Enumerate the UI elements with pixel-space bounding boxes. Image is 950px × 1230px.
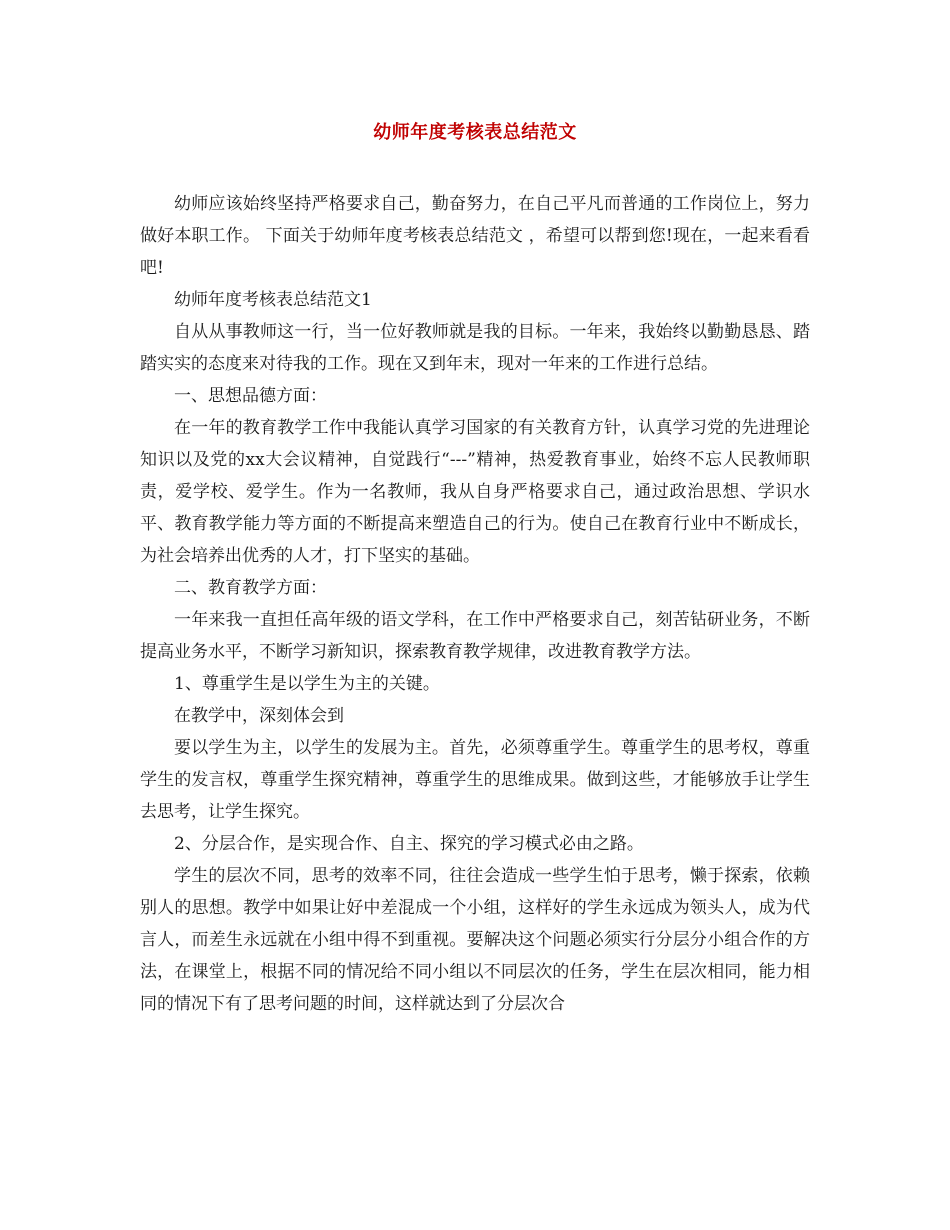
document-title: 幼师年度考核表总结范文	[373, 122, 577, 143]
subsection-heading: 一、思想品德方面：	[174, 386, 327, 406]
section-heading: 幼师年度考核表总结范文1	[174, 290, 372, 310]
body-paragraph: 学生的层次不同，思考的效率不同，往往会造成一些学生怕于思考，懒于探索，依赖别人的思想。教学中如果让好中差混成一个小组，这样好的学生永远成为领头人，成为代言人，而差生永远就在小组中得不到重视。要解决这个问题必须实行分层分小组合作的方法，在课堂上，根据不同的情况给不同小组以不同层次的任务，学生在层次相同，能力相同的情况下有了思考问题的时间，这样就达到了分层次合	[140, 866, 810, 1014]
body-paragraph: 在教学中，深刻体会到	[174, 706, 344, 726]
body-paragraph: 一年来我一直担任高年级的语文学科，在工作中严格要求自己，刻苦钻研业务，不断提高业务水平，不断学习新知识，探索教育教学规律，改进教育教学方法。	[140, 610, 810, 662]
intro-paragraph: 幼师应该始终坚持严格要求自己，勤奋努力，在自己平凡而普通的工作岗位上，努力做好本职工作。 下面关于幼师年度考核表总结范文 ，希望可以帮到您!现在，一起来看看吧!	[140, 194, 810, 278]
subsection-heading: 二、教育教学方面：	[174, 578, 327, 598]
body-paragraph: 在一年的教育教学工作中我能认真学习国家的有关教育方针，认真学习党的先进理论知识以及党的xx大会议精神，自觉践行“---”精神，热爱教育事业，始终不忘人民教师职责，爱学校、爱学生。作为一名教师，我从自身严格要求自己，通过政治思想、学识水平、教育教学能力等方面的不断提高来塑造自己的行为。使自己在教育行业中不断成长，为社会培养出优秀的人才，打下坚实的基础。	[140, 418, 810, 566]
document-page	[140, 120, 810, 1020]
point-heading: 2、分层合作，是实现合作、自主、探究的学习模式必由之路。	[174, 834, 644, 854]
point-heading: 1、尊重学生是以学生为主的关键。	[174, 674, 440, 694]
body-paragraph: 自从从事教师这一行，当一位好教师就是我的目标。一年来，我始终以勤勤恳恳、踏踏实实的态度来对待我的工作。现在又到年末，现对一年来的工作进行总结。	[140, 322, 810, 374]
body-paragraph: 要以学生为主，以学生的发展为主。首先，必须尊重学生。尊重学生的思考权，尊重学生的发言权，尊重学生探究精神，尊重学生的思维成果。做到这些，才能够放手让学生去思考，让学生探究。	[140, 738, 810, 822]
